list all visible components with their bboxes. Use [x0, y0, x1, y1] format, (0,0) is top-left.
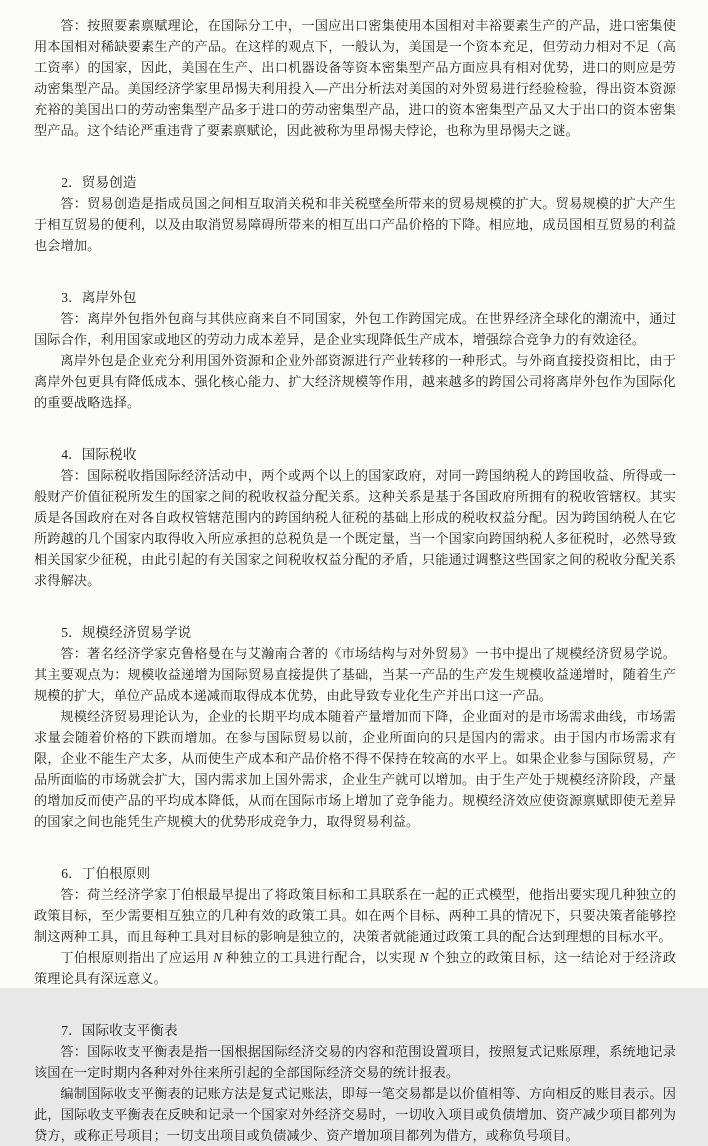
- paragraph: 答：国际税收指国际经济活动中，两个或两个以上的国家政府，对同一跨国纳税人的跨国收益、所得或一般财产价值征税所发生的国家之间的税收权益分配关系。这种关系是基于各国政府所拥有的税收管辖权。其实质是各国政府在对各自政权管辖范围内的跨国纳税人征税的基础上形成的税收权益分配。因为跨国纳税人在它所跨越的几个国家内取得收入所应承担的总税负是一个既定量，当一个国家向跨国纳税人多征税时，必然导致相关国家少征税，由此引起的有关国家之间税收权益分配的矛盾，只能通过调整这些国家之间的税收分配关系求得解决。: [34, 468, 676, 588]
- section-heading: 7．国际收支平衡表: [61, 1023, 178, 1038]
- qa-section-4: [34, 444, 676, 591]
- qa-section-3: [34, 287, 676, 413]
- paragraph: 编制国际收支平衡表的记账方法是复式记账法，即每一笔交易都是以价值相等、方向相反的账目表示。因此，国际收支平衡表在反映和记录一个国家对外经济交易时，一切收入项目或负债增加、资产减少项目都列为贷方，或称正号项目；一切支出项目或负债减少、资产增加项目都列为借方，或称负号项目。: [34, 1086, 676, 1143]
- paragraph: 规模经济贸易理论认为，企业的长期平均成本随着产量增加而下降，企业面对的是市场需求曲线，市场需求量会随着价格的下跌而增加。在参与国际贸易以前，企业所面向的只是国内的需求。由于国内市场需求有限，企业不能生产太多，从而使生产成本和产品价格不得不保持在较高的水平上。如果企业参与国际贸易，产品所面临的市场就会扩大，国内需求加上国外需求，企业生产就可以增加。由于生产处于规模经济阶段，产量的增加反而使产品的平均成本降低，从而在国际市场上增加了竞争能力。规模经济效应使资源禀赋即使无差异的国家之间也能凭生产规模大的优势形成竞争力，取得贸易利益。: [34, 709, 676, 829]
- section-heading: 3．离岸外包: [61, 290, 137, 305]
- paragraph: 答：贸易创造是指成员国之间相互取消关税和非关税壁垒所带来的贸易规模的扩大。贸易规模的扩大产生于相互贸易的便利，以及由取消贸易障碍所带来的相互出口产品价格的下降。相应地，成员国相互贸易的利益也会增加。: [34, 196, 676, 253]
- paragraph: 答：离岸外包指外包商与其供应商来自不同国家，外包工作跨国完成。在世界经济全球化的潮流中，通过国际合作，利用国家或地区的劳动力成本差异，是企业实现降低生产成本，增强综合竞争力的有效途径。: [34, 311, 676, 347]
- section-heading: 5．规模经济贸易学说: [61, 625, 192, 640]
- paragraph: 答：国际收支平衡表是指一国根据国际经济交易的内容和范围设置项目，按照复式记账原理，系统地记录该国在一定时期内各种对外往来所引起的全部国际经济交易的统计报表。: [34, 1044, 676, 1080]
- qa-section-6: [34, 863, 676, 989]
- paragraph: 答：著名经济学家克鲁格曼在与艾瀚南合著的《市场结构与对外贸易》一书中提出了规模经济贸易学说。其主要观点为：规模收益递增为国际贸易直接提供了基础，当某一产品的生产发生规模收益递增时，随着生产规模的扩大，单位产品成本递减而取得成本优势，由此导致专业化生产并出口这一产品。: [34, 646, 676, 703]
- section-heading: 4．国际税收: [61, 447, 137, 462]
- section-heading: 2．贸易创造: [61, 175, 137, 190]
- paragraph: 答：荷兰经济学家丁伯根最早提出了将政策目标和工具联系在一起的正式模型，他指出要实现几种独立的政策目标，至少需要相互独立的几种有效的政策工具。如在两个目标、两种工具的情况下，只要决策者能够控制这两种工具，而且每种工具对目标的影响是独立的，决策者就能通过政策工具的配合达到理想的目标水平。: [34, 887, 676, 944]
- math-variable-n: N: [213, 950, 223, 965]
- section-heading: 6．丁伯根原则: [61, 866, 151, 881]
- paragraph: 答：按照要素禀赋理论，在国际分工中，一国应出口密集使用本国相对丰裕要素生产的产品，进口密集使用本国相对稀缺要素生产的产品。在这样的观点下，一般认为，美国是一个资本充足，但劳动力相对不足（高工资率）的国家，因此，美国在生产、出口机器设备等资本密集型产品方面应具有相对优势，进口的则应是劳动密集型产品。美国经济学家里昂惕夫利用投入—产出分析法对美国的对外贸易进行经验检验，得出资本资源充裕的美国出口的劳动密集型产品多于进口的劳动密集型产品，进口的资本密集型产品又大于出口的资本密集型产品。这个结论严重违背了要素禀赋论，因此被称为里昂惕夫悖论，也称为里昂惕夫之谜。: [34, 18, 676, 138]
- qa-section-2: [34, 172, 676, 256]
- qa-section-5: [34, 622, 676, 832]
- qa-section-7: [34, 1020, 676, 1146]
- math-variable-n: N: [419, 950, 429, 965]
- paragraph: 离岸外包是企业充分利用国外资源和企业外部资源进行产业转移的一种形式。与外商直接投资相比，由于离岸外包更具有降低成本、强化核心能力、扩大经济规模等作用，越来越多的跨国公司将离岸外包作为国际化的重要战略选择。: [34, 353, 676, 410]
- paragraph: 丁伯根原则指出了应运用 N 种独立的工具进行配合，以实现 N 个独立的政策目标，这一结论对于经济政策理论具有深远意义。: [34, 950, 676, 986]
- qa-section-1: [34, 15, 676, 141]
